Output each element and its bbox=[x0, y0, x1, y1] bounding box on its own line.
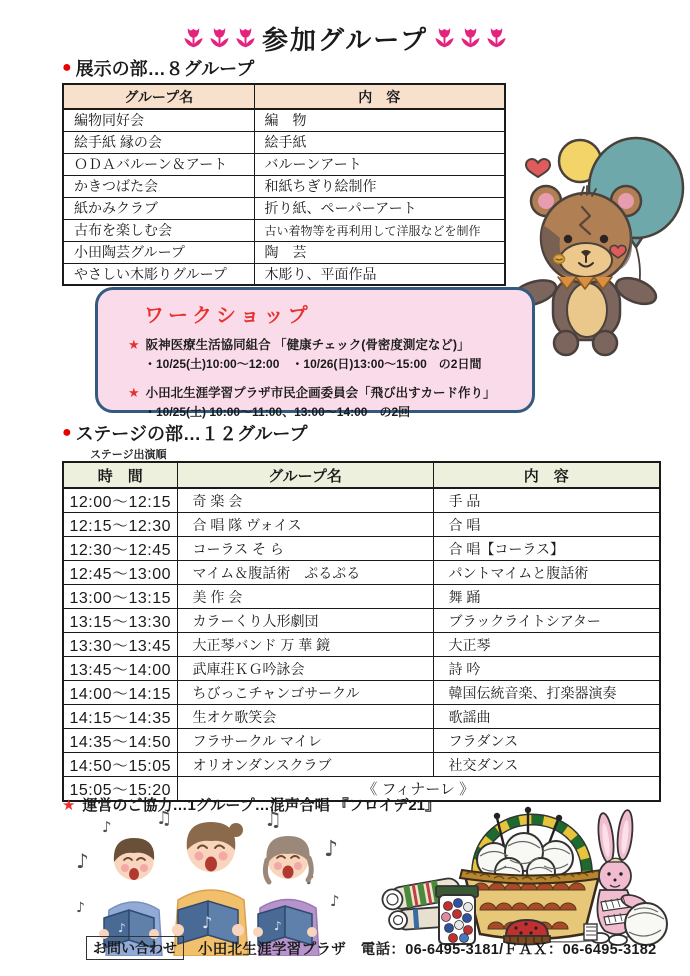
finale-cell: 《 フィナーレ 》 bbox=[177, 777, 660, 802]
time-cell: 12:15～12:30 bbox=[63, 513, 177, 537]
content-cell: 編 物 bbox=[254, 109, 505, 131]
table-row bbox=[63, 609, 660, 633]
group-name-cell: オリオンダンスクラブ bbox=[177, 753, 433, 777]
group-name-cell: 大正琴バンド 万 華 鏡 bbox=[177, 633, 433, 657]
content-cell: 古い着物等を再利用して洋服などを制作 bbox=[254, 219, 505, 241]
red-bullet-icon: ● bbox=[62, 424, 72, 441]
time-cell: 12:00～12:15 bbox=[63, 488, 177, 513]
table-row bbox=[63, 537, 660, 561]
svg-text:♪: ♪ bbox=[274, 919, 282, 933]
stage-col-content: 内 容 bbox=[433, 462, 660, 488]
time-cell: 14:00～14:15 bbox=[63, 681, 177, 705]
group-name-cell: 絵手紙 縁の会 bbox=[63, 131, 254, 153]
svg-text:♪: ♪ bbox=[76, 900, 85, 916]
content-cell: 合 唱 bbox=[433, 513, 660, 537]
stage-col-group-name: グループ名 bbox=[177, 462, 433, 488]
workshop-item-schedule: ・10/25(土)10:00～12:00 ・10/26(日)13:00～15:00 の2日間 bbox=[144, 357, 482, 371]
content-cell: 社交ダンス bbox=[433, 753, 660, 777]
tulip-icon bbox=[182, 26, 205, 51]
cooperation-text: 運営のご協力…1グループ…混声合唱 『フロイデ21』 bbox=[82, 797, 440, 814]
stage-table bbox=[62, 461, 661, 802]
content-cell: 詩 吟 bbox=[433, 657, 660, 681]
content-cell: 絵手紙 bbox=[254, 131, 505, 153]
workshop-item-name: 阪神医療生活協同組合 「健康チェック(骨密度測定など)」 bbox=[145, 338, 470, 352]
workshop-title: ワークショップ bbox=[144, 305, 312, 327]
svg-text:♪: ♪ bbox=[330, 892, 340, 910]
content-cell: パントマイムと腹話術 bbox=[433, 561, 660, 585]
group-name-cell: 生オケ歌笑会 bbox=[177, 705, 433, 729]
star-icon: ★ bbox=[62, 797, 76, 814]
group-name-cell: カラーくり人形劇団 bbox=[177, 609, 433, 633]
workshop-item-name: 小田北生涯学習プラザ市民企画委員会「飛び出すカード作り」 bbox=[145, 386, 496, 400]
workshop-box bbox=[95, 287, 535, 419]
table-row bbox=[63, 729, 660, 753]
group-name-cell: 古布を楽しむ会 bbox=[63, 219, 254, 241]
group-name-cell: かきつばた会 bbox=[63, 175, 254, 197]
exhibition-table bbox=[62, 83, 506, 286]
time-cell: 13:15～13:30 bbox=[63, 609, 177, 633]
group-name-cell: フラサークル マイレ bbox=[177, 729, 433, 753]
table-row bbox=[63, 109, 505, 131]
stage-order-label: ステージ出演順 bbox=[90, 449, 167, 461]
page-title bbox=[0, 20, 690, 57]
content-cell: 陶 芸 bbox=[254, 241, 505, 263]
svg-text:♫: ♫ bbox=[264, 808, 282, 831]
svg-text:♪: ♪ bbox=[306, 873, 315, 888]
content-cell: 折り紙、ペーパーアート bbox=[254, 197, 505, 219]
yarn-basket-with-rabbit-illustration bbox=[378, 786, 680, 959]
content-cell: 大正琴 bbox=[433, 633, 660, 657]
tulip-icon bbox=[485, 26, 508, 51]
group-name-cell: 紙かみクラブ bbox=[63, 197, 254, 219]
time-cell: 14:50～15:05 bbox=[63, 753, 177, 777]
content-cell: バルーンアート bbox=[254, 153, 505, 175]
table-row bbox=[63, 175, 505, 197]
table-row bbox=[63, 681, 660, 705]
time-cell: 15:05～15:20 bbox=[63, 777, 177, 802]
group-name-cell: ＯＤＡバルーン＆アート bbox=[63, 153, 254, 175]
tulip-icon bbox=[234, 26, 257, 51]
time-cell: 14:35～14:50 bbox=[63, 729, 177, 753]
table-row bbox=[63, 657, 660, 681]
table-row bbox=[63, 705, 660, 729]
table-row bbox=[63, 219, 505, 241]
group-name-cell: 奇 楽 会 bbox=[177, 488, 433, 513]
content-cell: ブラックライトシアター bbox=[433, 609, 660, 633]
contact-text: 小田北生涯学習プラザ 電話：06-6495-3181/ＦＡＸ：06-6495-3182 bbox=[198, 941, 657, 958]
table-row bbox=[63, 585, 660, 609]
workshop-item bbox=[128, 335, 532, 353]
table-row bbox=[63, 561, 660, 585]
table-row bbox=[63, 153, 505, 175]
stage-header-row bbox=[63, 462, 660, 488]
content-cell: 韓国伝統音楽、打楽器演奏 bbox=[433, 681, 660, 705]
table-row bbox=[63, 513, 660, 537]
star-icon: ★ bbox=[128, 385, 140, 400]
svg-text:♪: ♪ bbox=[202, 913, 213, 932]
workshop-item bbox=[128, 383, 532, 401]
exhibition-heading bbox=[62, 55, 254, 81]
svg-text:♪: ♪ bbox=[102, 818, 112, 836]
table-row bbox=[63, 263, 505, 285]
table-row bbox=[63, 633, 660, 657]
group-name-cell: 合 唱 隊 ヴォイス bbox=[177, 513, 433, 537]
content-cell: 木彫り、平面作品 bbox=[254, 263, 505, 285]
table-row bbox=[63, 197, 505, 219]
tulip-icon bbox=[208, 26, 231, 51]
workshop-item-schedule: ・10/25(土) 10:00～11:00、13:00～14:00 の2回 bbox=[144, 405, 411, 419]
time-cell: 13:45～14:00 bbox=[63, 657, 177, 681]
exhibition-col-group-name: グループ名 bbox=[63, 84, 254, 109]
contact-label: お問い合わせ bbox=[86, 936, 184, 960]
group-name-cell: 美 作 会 bbox=[177, 585, 433, 609]
group-name-cell: 編物同好会 bbox=[63, 109, 254, 131]
stage-col-time: 時 間 bbox=[63, 462, 177, 488]
table-row bbox=[63, 488, 660, 513]
contact-row bbox=[86, 936, 657, 960]
stage-heading-text: ステージの部…１２グループ bbox=[75, 424, 308, 444]
content-cell: 歌謡曲 bbox=[433, 705, 660, 729]
group-name-cell: コーラス そ ら bbox=[177, 537, 433, 561]
table-row bbox=[63, 753, 660, 777]
content-cell: 合 唱【コーラス】 bbox=[433, 537, 660, 561]
group-name-cell: ちびっこチャンゴサークル bbox=[177, 681, 433, 705]
group-name-cell: やさしい木彫りグループ bbox=[63, 263, 254, 285]
content-cell: フラダンス bbox=[433, 729, 660, 753]
time-cell: 14:15～14:35 bbox=[63, 705, 177, 729]
star-icon: ★ bbox=[128, 337, 140, 352]
group-name-cell: マイム＆腹話術 ぷるぷる bbox=[177, 561, 433, 585]
table-row bbox=[63, 241, 505, 263]
page-title-text: 参加グループ bbox=[262, 25, 428, 55]
time-cell: 12:30～12:45 bbox=[63, 537, 177, 561]
stage-heading bbox=[62, 420, 308, 446]
exhibition-heading-text: 展示の部…８グループ bbox=[75, 59, 255, 79]
content-cell: 和紙ちぎり絵制作 bbox=[254, 175, 505, 197]
content-cell: 手 品 bbox=[433, 488, 660, 513]
tulip-icon bbox=[459, 26, 482, 51]
group-name-cell: 小田陶芸グループ bbox=[63, 241, 254, 263]
red-bullet-icon: ● bbox=[62, 59, 72, 76]
table-row bbox=[63, 131, 505, 153]
content-cell: 舞 踊 bbox=[433, 585, 660, 609]
svg-text:♪: ♪ bbox=[324, 837, 339, 862]
exhibition-header-row bbox=[63, 84, 505, 109]
time-cell: 13:30～13:45 bbox=[63, 633, 177, 657]
time-cell: 12:45～13:00 bbox=[63, 561, 177, 585]
tulip-icon bbox=[433, 26, 456, 51]
svg-text:♫: ♫ bbox=[156, 808, 173, 829]
svg-text:♪: ♪ bbox=[76, 849, 89, 873]
time-cell: 13:00～13:15 bbox=[63, 585, 177, 609]
exhibition-col-content: 内 容 bbox=[254, 84, 505, 109]
group-name-cell: 武庫荘ＫＧ吟詠会 bbox=[177, 657, 433, 681]
svg-text:♪: ♪ bbox=[118, 921, 126, 935]
